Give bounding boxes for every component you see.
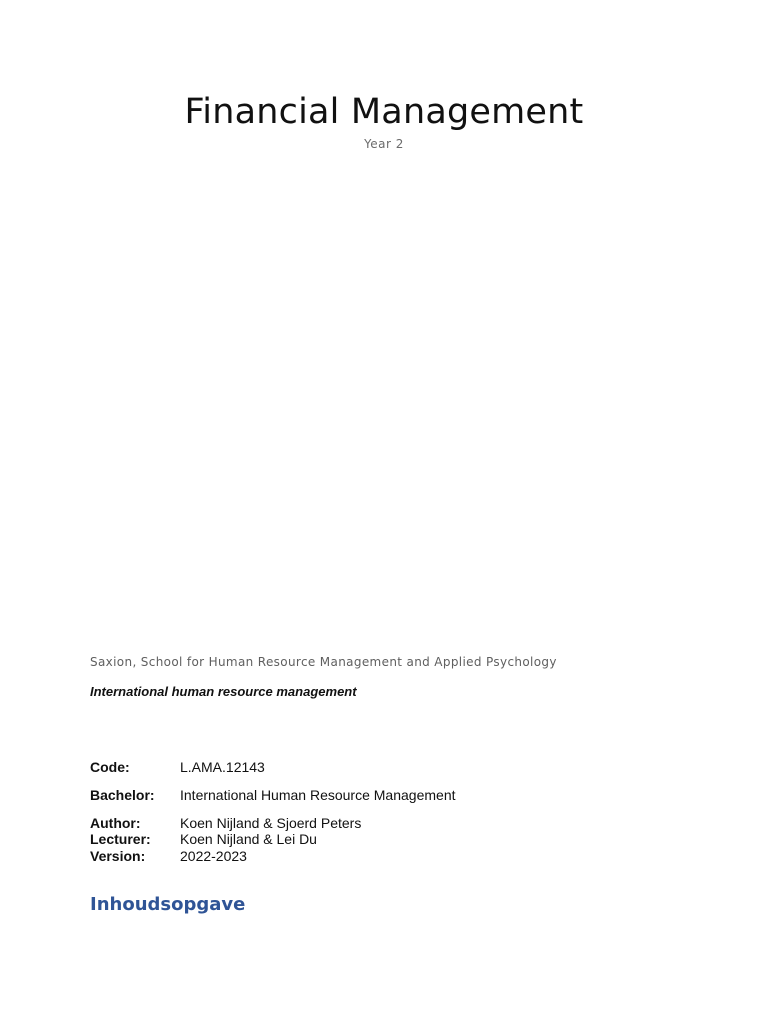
- meta-row-code: [90, 759, 265, 776]
- meta-label: Version:: [90, 848, 146, 864]
- meta-value: 2022-2023: [180, 848, 247, 864]
- meta-label: Code:: [90, 759, 130, 775]
- meta-label: Lecturer:: [90, 831, 151, 847]
- meta-row-author: [90, 815, 361, 832]
- institution-line: Saxion, School for Human Resource Management and Applied Psychology: [90, 655, 557, 669]
- meta-row-bachelor: [90, 787, 456, 804]
- meta-label: Bachelor:: [90, 787, 155, 803]
- table-of-contents-heading: Inhoudsopgave: [90, 894, 246, 915]
- meta-value: L.AMA.12143: [180, 759, 265, 775]
- meta-row-lecturer: [90, 831, 317, 848]
- meta-label: Author:: [90, 815, 141, 831]
- meta-row-version: [90, 848, 247, 865]
- meta-value: International Human Resource Management: [180, 787, 456, 803]
- meta-value: Koen Nijland & Lei Du: [180, 831, 317, 847]
- programme-line: International human resource management: [90, 684, 357, 699]
- page-subtitle: Year 2: [364, 137, 404, 151]
- page-title: Financial Management: [184, 92, 584, 132]
- meta-value: Koen Nijland & Sjoerd Peters: [180, 815, 362, 831]
